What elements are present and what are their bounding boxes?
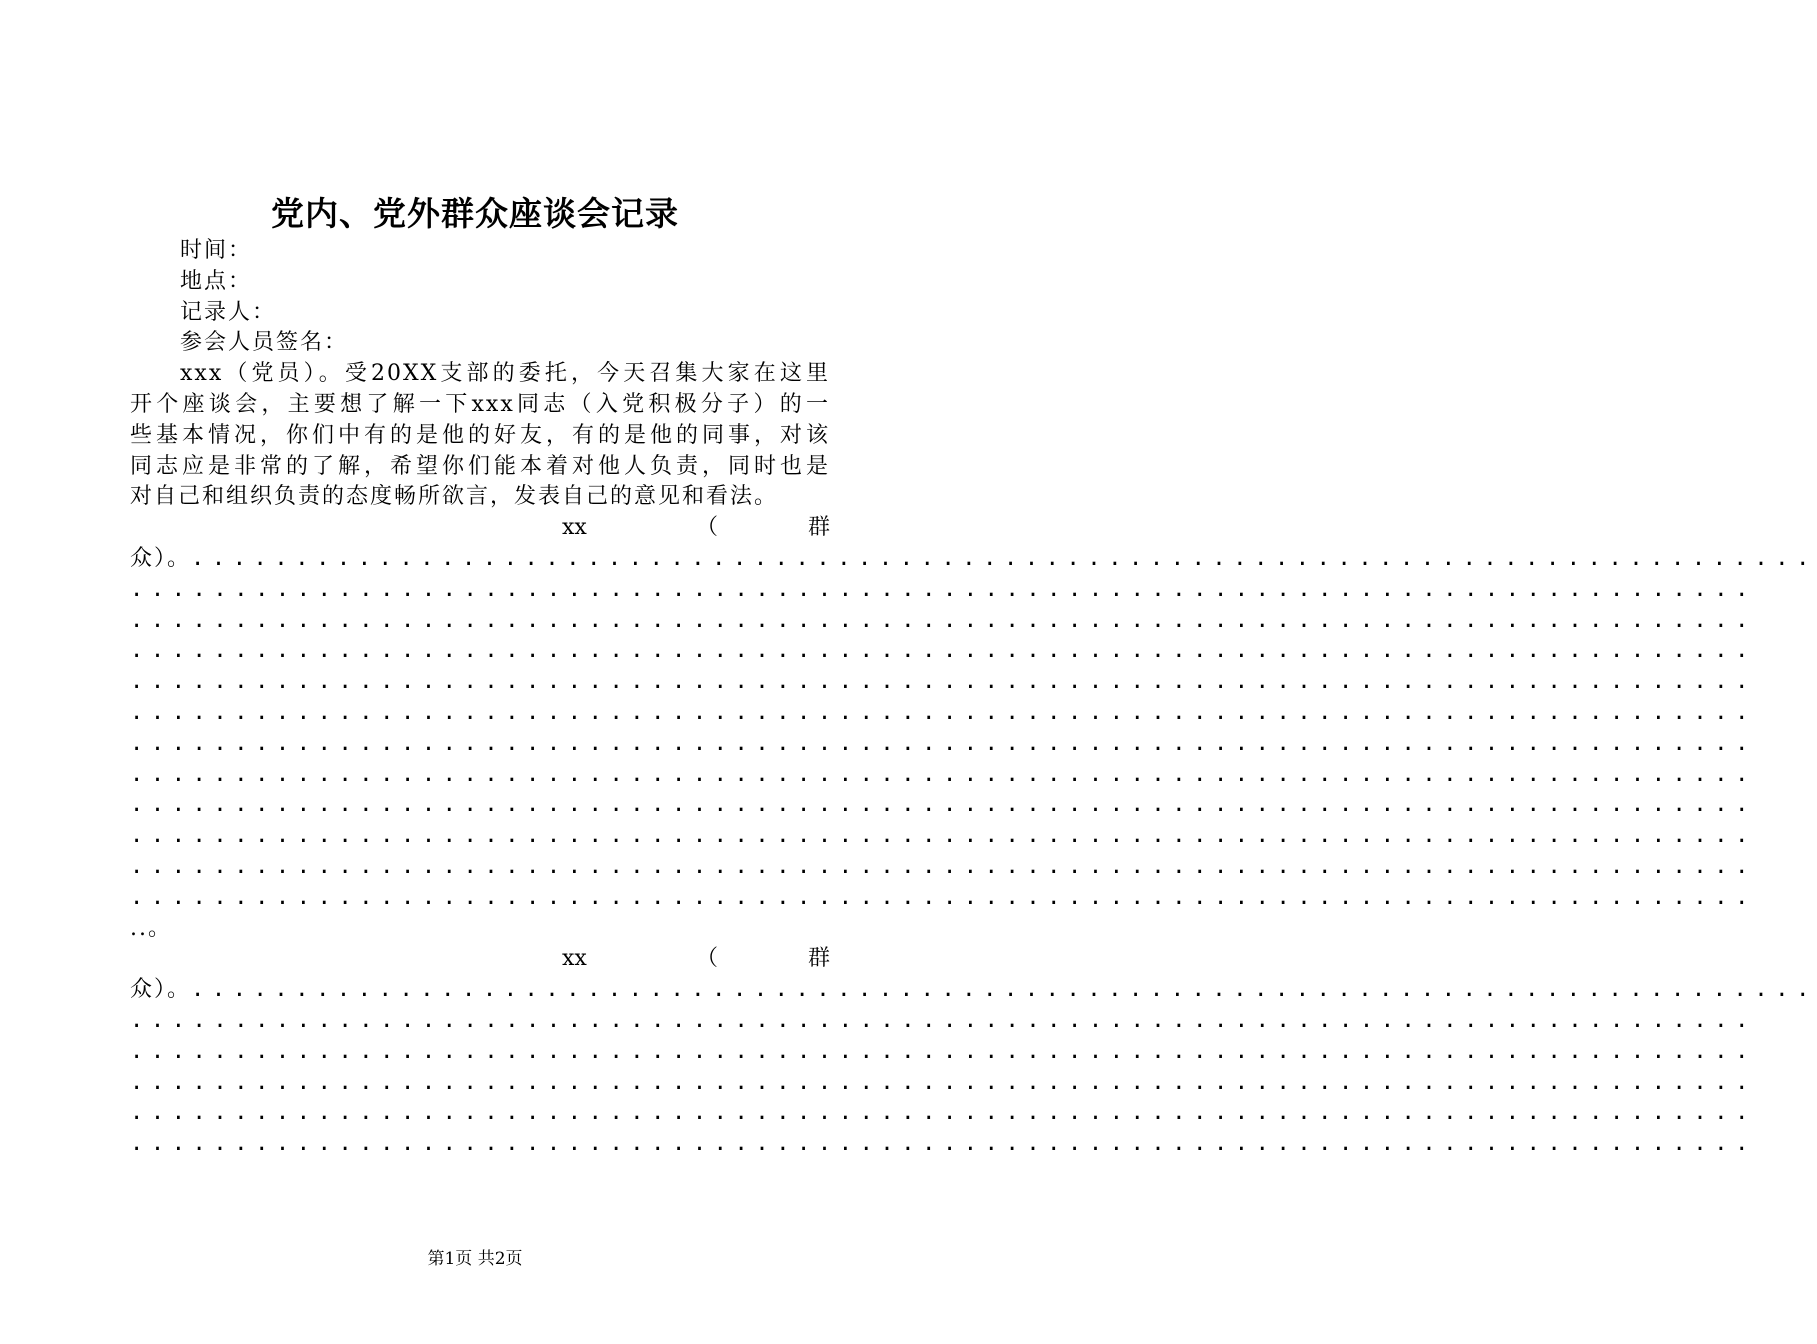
field-time: 时间： (180, 238, 253, 263)
speaker-dot-lines (130, 1006, 1756, 1160)
speaker-name: xx (562, 946, 587, 972)
speaker-paren: （ (696, 946, 719, 972)
speaker-block (130, 513, 1817, 944)
speaker-role-line (130, 975, 1817, 1006)
dot-line: .............................................................................. (130, 823, 1756, 849)
intro-paragraph (130, 359, 830, 513)
speaker-role-line (130, 544, 1817, 575)
intro-line: 开个座谈会，主要想了解一下xxx同志（入党积极分子）的一 (130, 391, 830, 417)
intro-line: 对自己和组织负责的态度畅所欲言，发表自己的意见和看法。 (130, 484, 779, 510)
dot-line: .............................................................................. (130, 576, 1756, 602)
intro-line: xxx（党员）。受20XX支部的委托，今天召集大家在这里 (180, 361, 830, 387)
speaker-header (130, 513, 830, 544)
speaker-role-first: 群 (808, 946, 831, 972)
speaker-role-rest: 众）。 (130, 977, 192, 1003)
speaker-block (130, 944, 1817, 1160)
dot-line: .............................................................................. (130, 1131, 1756, 1157)
speaker-name: xx (562, 515, 587, 541)
field-location: 地点： (180, 268, 253, 294)
dot-line: .............................................................................. (130, 699, 1756, 725)
speaker-paren: （ (696, 515, 719, 541)
page-footer: 第1页 共2页 (427, 1249, 523, 1269)
field-recorder: 记录人： (180, 299, 277, 325)
speaker-role-rest: 众）。 (130, 545, 192, 571)
dot-line: .............................................................................. (130, 761, 1756, 787)
dot-line: .............................................................................. (130, 669, 1756, 695)
dot-fill: .............................................................................. (191, 545, 1817, 571)
dot-line: .............................................................................. (130, 607, 1756, 633)
speaker-role-first: 群 (808, 515, 831, 541)
speaker-header (130, 944, 830, 975)
intro-line: 些基本情况，你们中有的是他的好友，有的是他的同事，对该 (130, 422, 830, 448)
field-attendee-signatures: 参会人员签名： (180, 330, 349, 356)
document-title: 党内、党外群众座谈会记录 (271, 194, 679, 233)
dot-line: .............................................................................. (130, 1038, 1756, 1064)
dot-line: .............................................................................. (130, 853, 1756, 879)
dot-line: .............................................................................. (130, 1007, 1756, 1033)
speaker-dot-lines (130, 575, 1756, 914)
dot-line: .............................................................................. (130, 1100, 1756, 1126)
dot-line: .............................................................................. (130, 638, 1756, 664)
dot-fill: .............................................................................. (191, 977, 1817, 1003)
dot-line: .............................................................................. (130, 792, 1756, 818)
dot-line: .............................................................................. (130, 730, 1756, 756)
intro-line: 同志应是非常的了解，希望你们能本着对他人负责，同时也是 (130, 453, 830, 479)
speaker-ending: ..。 (130, 915, 172, 941)
document-body (130, 236, 1817, 1160)
dot-line: .............................................................................. (130, 1069, 1756, 1095)
dot-line: .............................................................................. (130, 884, 1756, 910)
